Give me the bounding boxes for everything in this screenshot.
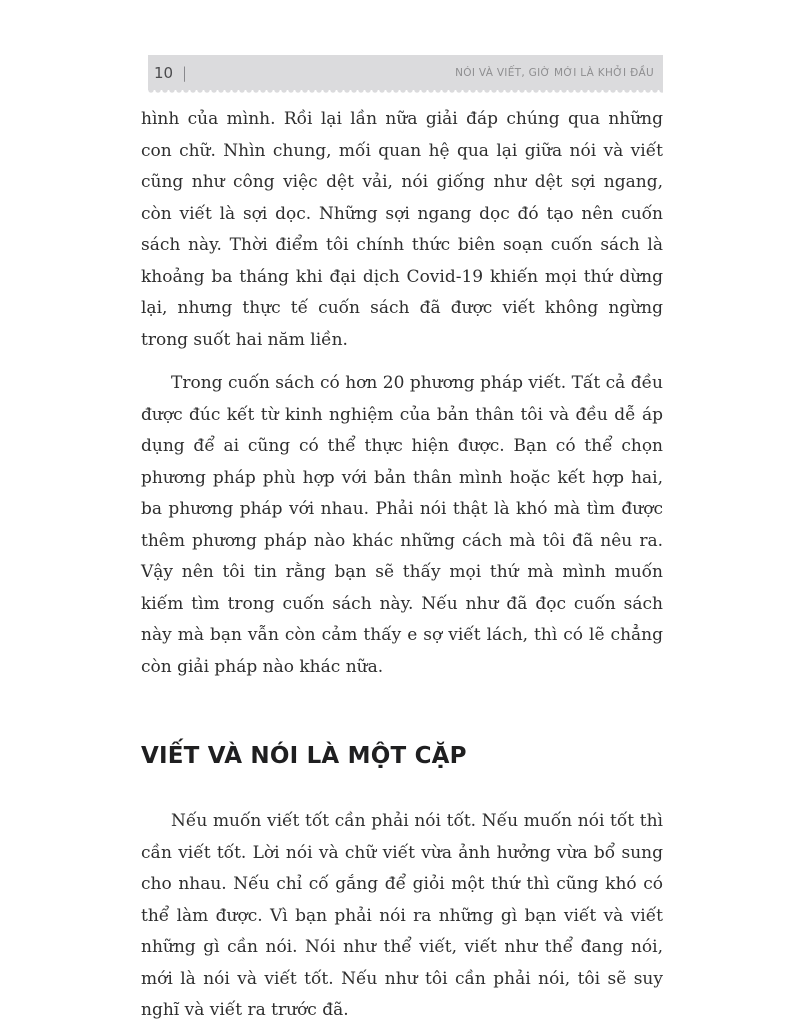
page-number-separator: |	[182, 63, 187, 82]
running-header-band	[148, 55, 663, 90]
body-paragraph: hình của mình. Rồi lại lần nữa giải đáp chúng qua những con chữ. Nhìn chung, mối quan hệ qua lại giữa nói và viết cũng như công việc dệt vải, nói giống như dệt sợi ngang, còn viết là sợi dọc. Những sợi ngang dọc đó tạo nên cuốn sách này. Thời điểm tôi chính thức biên soạn cuốn sách là khoảng ba tháng khi đại dịch Covid-19 khiến mọi thứ dừng lại, nhưng thực tế cuốn sách đã được viết không ngừng trong suốt hai năm liền.	[141, 109, 663, 350]
body-paragraph: Trong cuốn sách có hơn 20 phương pháp viết. Tất cả đều được đúc kết từ kinh nghiệm của bản thân tôi và đều dễ áp dụng để ai cũng có thể thực hiện được. Bạn có thể chọn phương pháp phù hợp với bản thân mình hoặc kết hợp hai, ba phương pháp với nhau. Phải nói thật là khó mà tìm được thêm phương pháp nào khác những cách mà tôi đã nêu ra. Vậy nên tôi tin rằng bạn sẽ thấy mọi thứ mà mình muốn kiếm tìm trong cuốn sách này. Nếu như đã đọc cuốn sách này mà bạn vẫn còn cảm thấy e sợ viết lách, thì có lẽ chẳng còn giải pháp nào khác nữa.	[141, 373, 663, 677]
body-text-column	[141, 104, 663, 1024]
body-paragraph: Nếu muốn viết tốt cần phải nói tốt. Nếu muốn nói tốt thì cần viết tốt. Lời nói và chữ viết vừa ảnh hưởng vừa bổ sung cho nhau. Nếu chỉ cố gắng để giỏi một thứ thì cũng khó có thể làm được. Vì bạn phải nói ra những gì bạn viết và viết những gì cần nói. Nói như thể viết, viết như thể đang nói, mới là nói và viết tốt. Nếu như tôi cần phải nói, tôi sẽ suy nghĩ và viết ra trước đã.	[141, 811, 663, 1020]
page-number-value: 10	[154, 63, 174, 82]
section-heading: VIẾT VÀ NÓI LÀ MỘT CẶP	[141, 743, 467, 769]
page-number	[154, 64, 187, 82]
running-title: NÓI VÀ VIẾT, GIỜ MỚI LÀ KHỞI ĐẦU	[455, 66, 654, 79]
